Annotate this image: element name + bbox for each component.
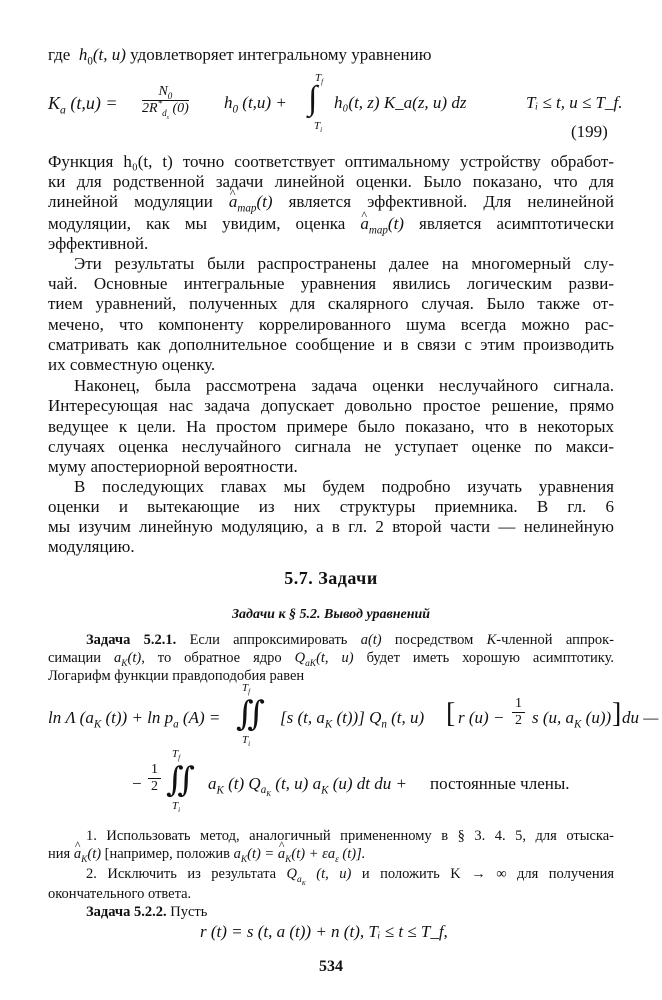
p2-line-1: Эти результаты были распространены далее на многомерный слу-: [74, 254, 614, 273]
p1-l3b: является эффективной. Для нелинейной: [288, 192, 614, 211]
p2-line-3: тием уравнений, полученных для скалярного случая. Было также от-: [48, 294, 614, 313]
p1-l4b: является асимптотически: [419, 214, 615, 233]
p4-line-4: модуляцию.: [48, 537, 135, 556]
p2-line-5: сматривать как дополнительное сообщение и в связи с этим производить: [48, 335, 614, 354]
p521-t3: -членной аппрок-: [496, 632, 615, 648]
p2-line-6: их совместную оценку.: [48, 355, 216, 374]
p2-line-2: чай. Основные интегральные уравнения явились логическим разви-: [48, 274, 614, 293]
item-2-line-2: окончательного ответа.: [48, 886, 192, 902]
problem-521-label: Задача 5.2.1.: [86, 632, 177, 648]
p3-line-2: Интересующая нас задача допускает довольно простое решение, прямо: [48, 396, 614, 415]
p3-line-5: муму апостериорной вероятности.: [48, 457, 298, 476]
p521-t4: симации: [48, 650, 101, 666]
p1-line-1: Функция h₀(t, t) точно соответствует оптимальному устройству обработ-: [48, 152, 614, 171]
problem-521-line-2: симации $a_K(t)$, то обратное ядро $Q_{aK}(t$, u) будет иметь хорошую асимптотику.: [48, 650, 615, 669]
problem-521-line-1: Задача 5.2.1. Если аппроксимировать a(t) посредством K-членной аппрок-: [86, 632, 615, 648]
problem-521-line-3: Логарифм функции правдоподобия равен: [48, 668, 305, 684]
equation-number: (199): [571, 122, 608, 141]
equation-199: $K_a$ (t,u) = $\frac{N_0}{2R^*_{d_s} (0)}$ $h_0$ (t,u) + ∫ $T_f$ $T_i$ h₀(t, z) K_a(z, u) dz Tᵢ ≤ t, u ≤ T_f.: [48, 72, 623, 135]
problem-522-equation: r (t) = s (t, a (t)) + n (t), Tᵢ ≤ t ≤ T_f,: [200, 922, 448, 941]
item-1-line-2: ния ^ $a_K(t)$ [например, положив $a_K(t)$ = ^ $a_K(t) + \varepsilon a_\varepsilon$ (t)].: [48, 846, 365, 863]
p521-t5: , то обратное ядро: [141, 650, 282, 666]
p3-line-1: Наконец, была рассмотрена задача оценки неслучайного сигнала.: [74, 376, 614, 395]
problem-522-line: [86, 904, 207, 921]
eq-lhs: K: [48, 93, 61, 113]
p1-l4a: модуляции, как мы увидим, оценка: [48, 214, 346, 233]
item-2-line-1: 2. Исключить из результата $Q_{a_K}$ (t, u) и положить K → ∞ для получения: [86, 866, 615, 887]
intro-word: где: [48, 45, 71, 64]
p1-l3a: линейной модуляции: [48, 192, 213, 211]
likelihood-formula-2: − $\frac{1}{2}$ ∬ $T_f$ $T_i$ $a_K$ (t) $Q_{a_K}$ (t, u) $a_K$ (u) dt du + постоянные члены.: [132, 748, 570, 815]
intro-text: удовлетворяет интегральному уравнению: [130, 45, 432, 64]
item2a-pre: 2. Исключить из результата: [86, 866, 277, 882]
p1-line-4: модуляции, как мы увидим, оценка ^ $a_{map}(t)$ является асимптотически: [48, 214, 614, 234]
problem-522-text: Пусть: [170, 904, 208, 920]
eq-condition: Tᵢ ≤ t, u ≤ T_f.: [526, 93, 623, 112]
p521-t1: Если аппроксимировать: [189, 632, 348, 648]
page-number: 534: [319, 958, 343, 975]
p4-line-2: оценки и вытекающие из них структуры приемника. В гл. 6: [48, 497, 614, 516]
p3-line-4: случаях оценка неслучайного сигнала не уступает оценке по макси-: [48, 437, 614, 456]
eq-fraction: $\frac{N_0}{2R^*_{d_s} (0)}$: [142, 84, 189, 121]
p4-line-3: мы изучим линейную модуляцию, а в гл. 2 второй части — нелинейную: [48, 517, 614, 536]
problem-522-label: Задача 5.2.2.: [86, 904, 167, 920]
item1b-pre: ния: [48, 846, 71, 862]
section-subtitle: Задачи к § 5.2. Вывод уравнений: [231, 607, 431, 622]
intro-line: где $h_0(t$, u) удовлетворяет интегральному уравнению: [48, 45, 432, 68]
likelihood-formula-1: ln Λ ($a_K$ $(t)) + \ln p_a$ (A) = ∬ $T_f$ $T_i$ [s (t, $a_K$ (t))] $Q_n$ (t, u) [ r (u) − $\frac{1}{2}$ s (u, $a_K$ (u)) ] du —: [48, 682, 659, 749]
formula-tail: постоянные члены.: [430, 774, 570, 793]
p521-t6: будет иметь хорошую асимптотику.: [366, 650, 615, 666]
p521-t2: посредством: [394, 632, 474, 648]
eq-kernel: h₀(t, z) K_a(z, u) dz: [334, 93, 467, 112]
item2a-post: и положить K → ∞ для получения: [361, 866, 615, 882]
item-1-line-1: 1. Использовать метод, аналогичный примененному в § 3. 4. 5, для отыска-: [86, 828, 614, 844]
p3-line-3: ведущее к цели. На простом примере было показано, что в некоторых: [48, 417, 614, 436]
p1-line-2: ки для родственной задачи линейной оценки. Было показано, что для: [48, 172, 614, 191]
p4-line-1: В последующих главах мы будем подробно изучать уравнения: [74, 477, 614, 496]
item1b-mid: [например, положив: [104, 846, 230, 862]
section-title: 5.7. Задачи: [284, 568, 378, 588]
p2-line-4: мечено, что компоненту коррелированного шума всегда можно рас-: [48, 315, 614, 334]
p1-line-3: линейной модуляции ^ $a_{map}(t)$ является эффективной. Для нелинейной: [48, 192, 614, 212]
p1-line-5: эффективной.: [48, 234, 149, 253]
